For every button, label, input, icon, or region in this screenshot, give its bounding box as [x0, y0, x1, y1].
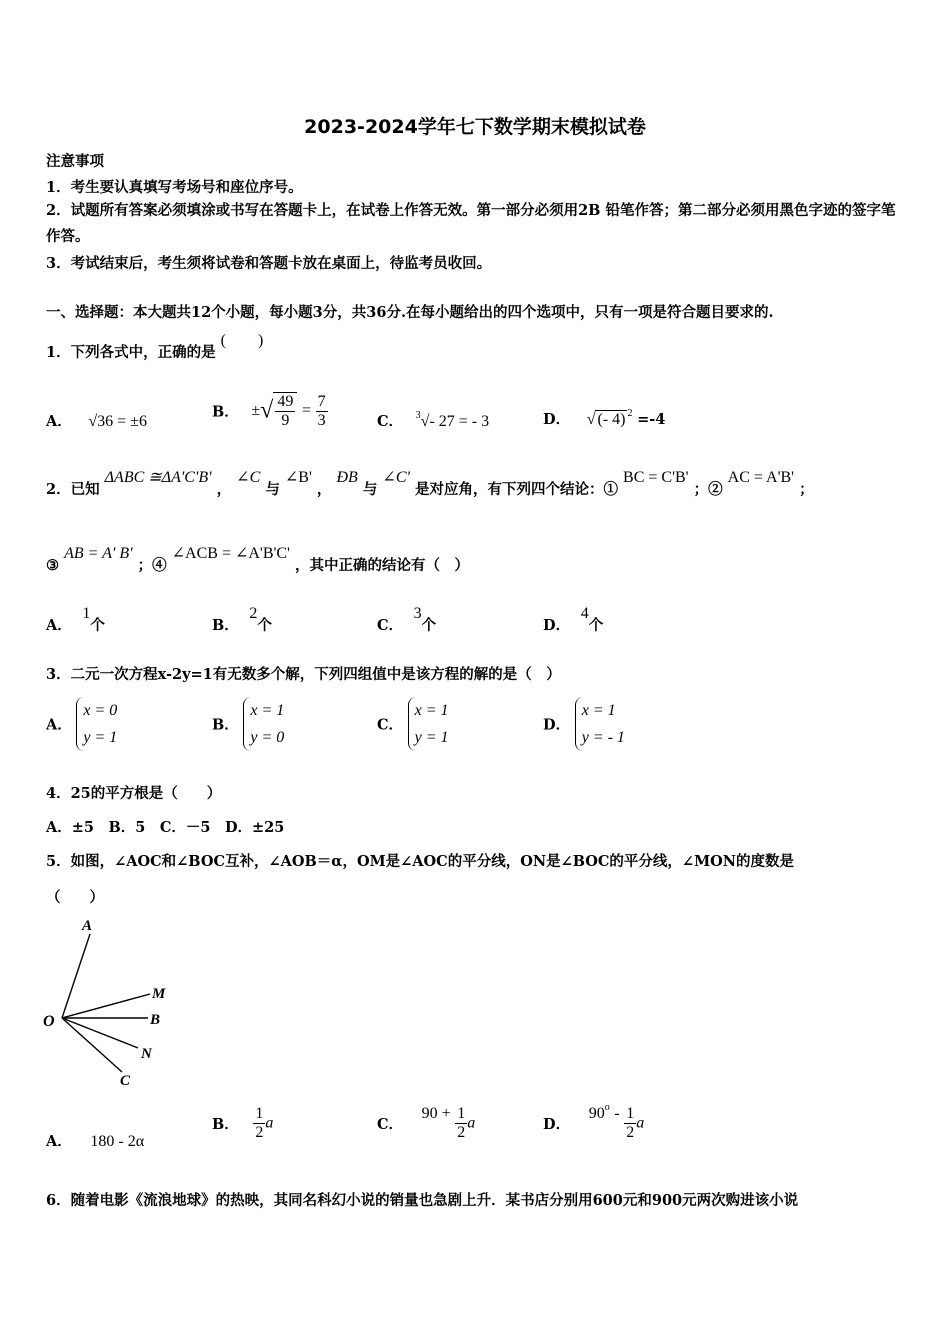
q2-option-d-label: D． — [543, 617, 571, 634]
q3-option-a — [46, 697, 117, 751]
notice-heading: 注意事项 — [46, 153, 104, 170]
q5-option-a-label: A． — [46, 1133, 72, 1150]
q2-comma-1: ， — [216, 481, 232, 498]
q2-option-c — [377, 605, 437, 635]
q2-prefix: 2．已知 — [46, 481, 100, 498]
q2-comma-2: ， — [316, 481, 332, 498]
q2-angle-c-prime: ∠C' — [382, 469, 410, 486]
q5-option-d — [543, 1101, 645, 1142]
ray-oa — [62, 934, 90, 1018]
q5-option-b-label: B． — [212, 1116, 239, 1133]
q3-option-c — [377, 697, 449, 751]
q1-b-rden: 3 — [317, 411, 326, 429]
ray-om — [62, 994, 150, 1018]
q3-option-d — [543, 697, 625, 751]
q2-option-c-num: 3 — [413, 605, 422, 622]
q5-option-c-label: C． — [377, 1116, 404, 1133]
q2-option-a-num: 1 — [82, 605, 91, 622]
radical-sign: √ — [586, 411, 596, 428]
question-4-stem: 4．25的平方根是（ ） — [46, 785, 222, 802]
q5-option-d-pre: 90 — [588, 1104, 605, 1122]
q3-option-d-label: D． — [543, 716, 571, 734]
q3-d-y: y = - 1 — [581, 729, 625, 746]
q2-yu-1: 与 — [265, 481, 280, 498]
q2-conclusion-1: BC = C'B' — [623, 469, 689, 486]
question-3-stem: 3．二元一次方程x-2y=1有无数多个解，下列四组值中是该方程的解的是（ ） — [46, 666, 561, 683]
q3-option-c-label: C． — [377, 716, 404, 734]
label-n: N — [141, 1046, 152, 1062]
question-2-line-2 — [46, 545, 469, 575]
q5-option-c — [377, 1105, 475, 1142]
q3-c-y: y = 1 — [414, 729, 449, 746]
q5-option-c-frac — [455, 1105, 467, 1142]
q5-option-d-label: D． — [543, 1116, 571, 1133]
q3-option-a-system — [76, 697, 117, 751]
q1-option-b — [212, 392, 328, 430]
q1-b-rnum: 7 — [317, 392, 326, 410]
q2-option-a-label: A． — [46, 617, 72, 634]
question-1-text: 1．下列各式中，正确的是 — [46, 344, 216, 361]
q5-option-a — [46, 1130, 144, 1151]
label-a: A — [82, 918, 93, 934]
question-6-stem: 6．随着电影《流浪地球》的热映，其同名科幻小说的销量也急剧上升．某书店分别用600元和900元两次购进该小说 — [46, 1192, 799, 1209]
q2-option-b — [212, 605, 272, 635]
q5-b-den: 2 — [255, 1124, 264, 1141]
q3-option-c-system — [408, 697, 449, 751]
q1-b-den: 9 — [281, 412, 290, 429]
q2-sep-2: ； — [799, 481, 814, 498]
q2-option-b-unit: 个 — [257, 617, 272, 634]
q3-option-b-label: B． — [212, 716, 239, 734]
q3-a-x: x = 0 — [83, 702, 118, 719]
q2-option-a-unit: 个 — [90, 617, 105, 634]
label-b: B — [150, 1012, 161, 1028]
radical-sign: √ — [420, 413, 430, 430]
section-heading: 一、选择题：本大题共12个小题，每小题3分，共36分.在每小题给出的四个选项中，只有一项是符合题目要求的. — [46, 304, 774, 321]
q5-c-den: 2 — [457, 1124, 466, 1141]
q2-conclusion-3: AB = A' B' — [64, 545, 133, 562]
q3-option-d-system — [575, 697, 625, 751]
q1-option-a-expr: √36 = ±6 — [88, 413, 147, 430]
question-2-line-1 — [46, 469, 814, 499]
q2-congruence: ΔABC ≅ΔA'C'B' — [104, 469, 212, 486]
q3-b-y: y = 0 — [250, 729, 285, 746]
q1-option-c-expr: - 27 = - 3 — [429, 413, 490, 430]
q1-option-c-index: 3 — [415, 410, 421, 421]
q2-corresponding: 是对应角，有下列四个结论：① — [414, 481, 618, 498]
q2-option-c-unit: 个 — [421, 617, 437, 634]
q2-angle-b-prime: ∠B' — [284, 469, 312, 486]
q2-option-b-label: B． — [212, 617, 239, 634]
q2-option-d-num: 4 — [580, 605, 589, 622]
q1-option-d-pow: 2 — [627, 408, 633, 419]
notice-item-3: 3．考试结束后，考生须将试卷和答题卡放在桌面上，待监考员收回。 — [46, 255, 492, 272]
q3-option-a-label: A． — [46, 716, 72, 734]
q2-conclusion-4: ∠ACB = ∠A'B'C' — [171, 545, 290, 562]
q1-option-b-pm: ± — [251, 402, 261, 419]
q1-option-d — [543, 408, 665, 429]
q2-circle-3: ③ — [46, 557, 59, 574]
question-1-stem — [46, 332, 264, 362]
question-5-paren: （ ） — [46, 889, 104, 906]
label-m: M — [152, 986, 166, 1002]
q2-option-d — [543, 605, 604, 635]
q2-option-d-unit: 个 — [588, 617, 604, 634]
q3-option-b-system — [243, 697, 284, 751]
q2-angle-c: ∠C — [236, 469, 261, 486]
question-5-stem: 5．如图，∠AOC和∠BOC互补，∠AOB＝α，OM是∠AOC的平分线，ON是∠BOC的平分线，∠MON的度数是 — [46, 853, 795, 870]
radical-sign: √ — [260, 397, 274, 424]
question-4-options: A．±5 B．5 C．－5 D．±25 — [46, 819, 285, 836]
ray-oc — [62, 1018, 122, 1072]
q2-tail: ，其中正确的结论有（ ） — [294, 557, 469, 574]
label-c: C — [120, 1073, 131, 1089]
q1-option-a — [46, 410, 147, 431]
q5-option-a-expr: 180 - 2α — [90, 1133, 145, 1150]
q1-option-d-label: D． — [543, 411, 571, 428]
q5-option-d-frac — [624, 1105, 636, 1142]
q1-option-c — [377, 410, 489, 431]
q2-sep-3: ；④ — [137, 557, 167, 574]
q2-option-b-num: 2 — [249, 605, 258, 622]
q5-option-d-var: a — [636, 1114, 645, 1132]
q5-option-b-frac — [253, 1105, 265, 1142]
q1-option-d-expr: (- 4) — [597, 411, 626, 428]
q5-b-num: 1 — [255, 1105, 264, 1122]
q3-c-x: x = 1 — [414, 702, 449, 719]
q1-option-c-label: C． — [377, 413, 404, 430]
question-1-paren: ( ) — [220, 332, 264, 349]
ray-on — [62, 1018, 138, 1048]
q5-option-d-minus: - — [614, 1104, 620, 1122]
q5-option-b — [212, 1105, 273, 1142]
q3-d-x: x = 1 — [581, 702, 616, 719]
q2-option-c-label: C． — [377, 617, 404, 634]
q3-option-b — [212, 697, 284, 751]
q3-a-y: y = 1 — [83, 729, 118, 746]
notice-item-1: 1．考生要认真填写考场号和座位序号。 — [46, 179, 303, 196]
q5-d-num: 1 — [626, 1105, 635, 1122]
q1-b-num: 49 — [277, 393, 294, 410]
q1-option-b-eq: = — [301, 402, 311, 419]
q2-conclusion-2: AC = A'B' — [727, 469, 795, 486]
q3-b-x: x = 1 — [250, 702, 285, 719]
q1-option-b-frac — [273, 392, 297, 430]
q2-sep-1: ；② — [693, 481, 723, 498]
q1-option-a-label: A． — [46, 413, 72, 430]
q1-option-d-eq: =-4 — [637, 411, 666, 428]
q2-angle-b: ÐB — [336, 469, 358, 486]
q5-option-c-pre: 90 + — [421, 1104, 451, 1122]
q1-option-b-result — [316, 393, 328, 430]
q2-yu-2: 与 — [362, 481, 378, 498]
q2-option-a — [46, 605, 105, 635]
notice-item-2: 2．试题所有答案必须填涂或书写在答题卡上，在试卷上作答无效。第一部分必须用2B 铅笔作答；第二部分必须用黑色字迹的签字笔作答。 — [46, 202, 896, 245]
q5-option-c-var: a — [467, 1114, 476, 1132]
q5-c-num: 1 — [457, 1105, 466, 1122]
angle-figure — [40, 912, 190, 1092]
q1-option-b-label: B． — [212, 403, 239, 421]
label-o: O — [43, 1013, 55, 1030]
q5-option-d-degree: o — [604, 1101, 610, 1113]
page-title: 2023-2024学年七下数学期末模拟试卷 — [304, 116, 646, 138]
q5-d-den: 2 — [626, 1124, 635, 1141]
q5-option-b-var: a — [265, 1114, 274, 1132]
